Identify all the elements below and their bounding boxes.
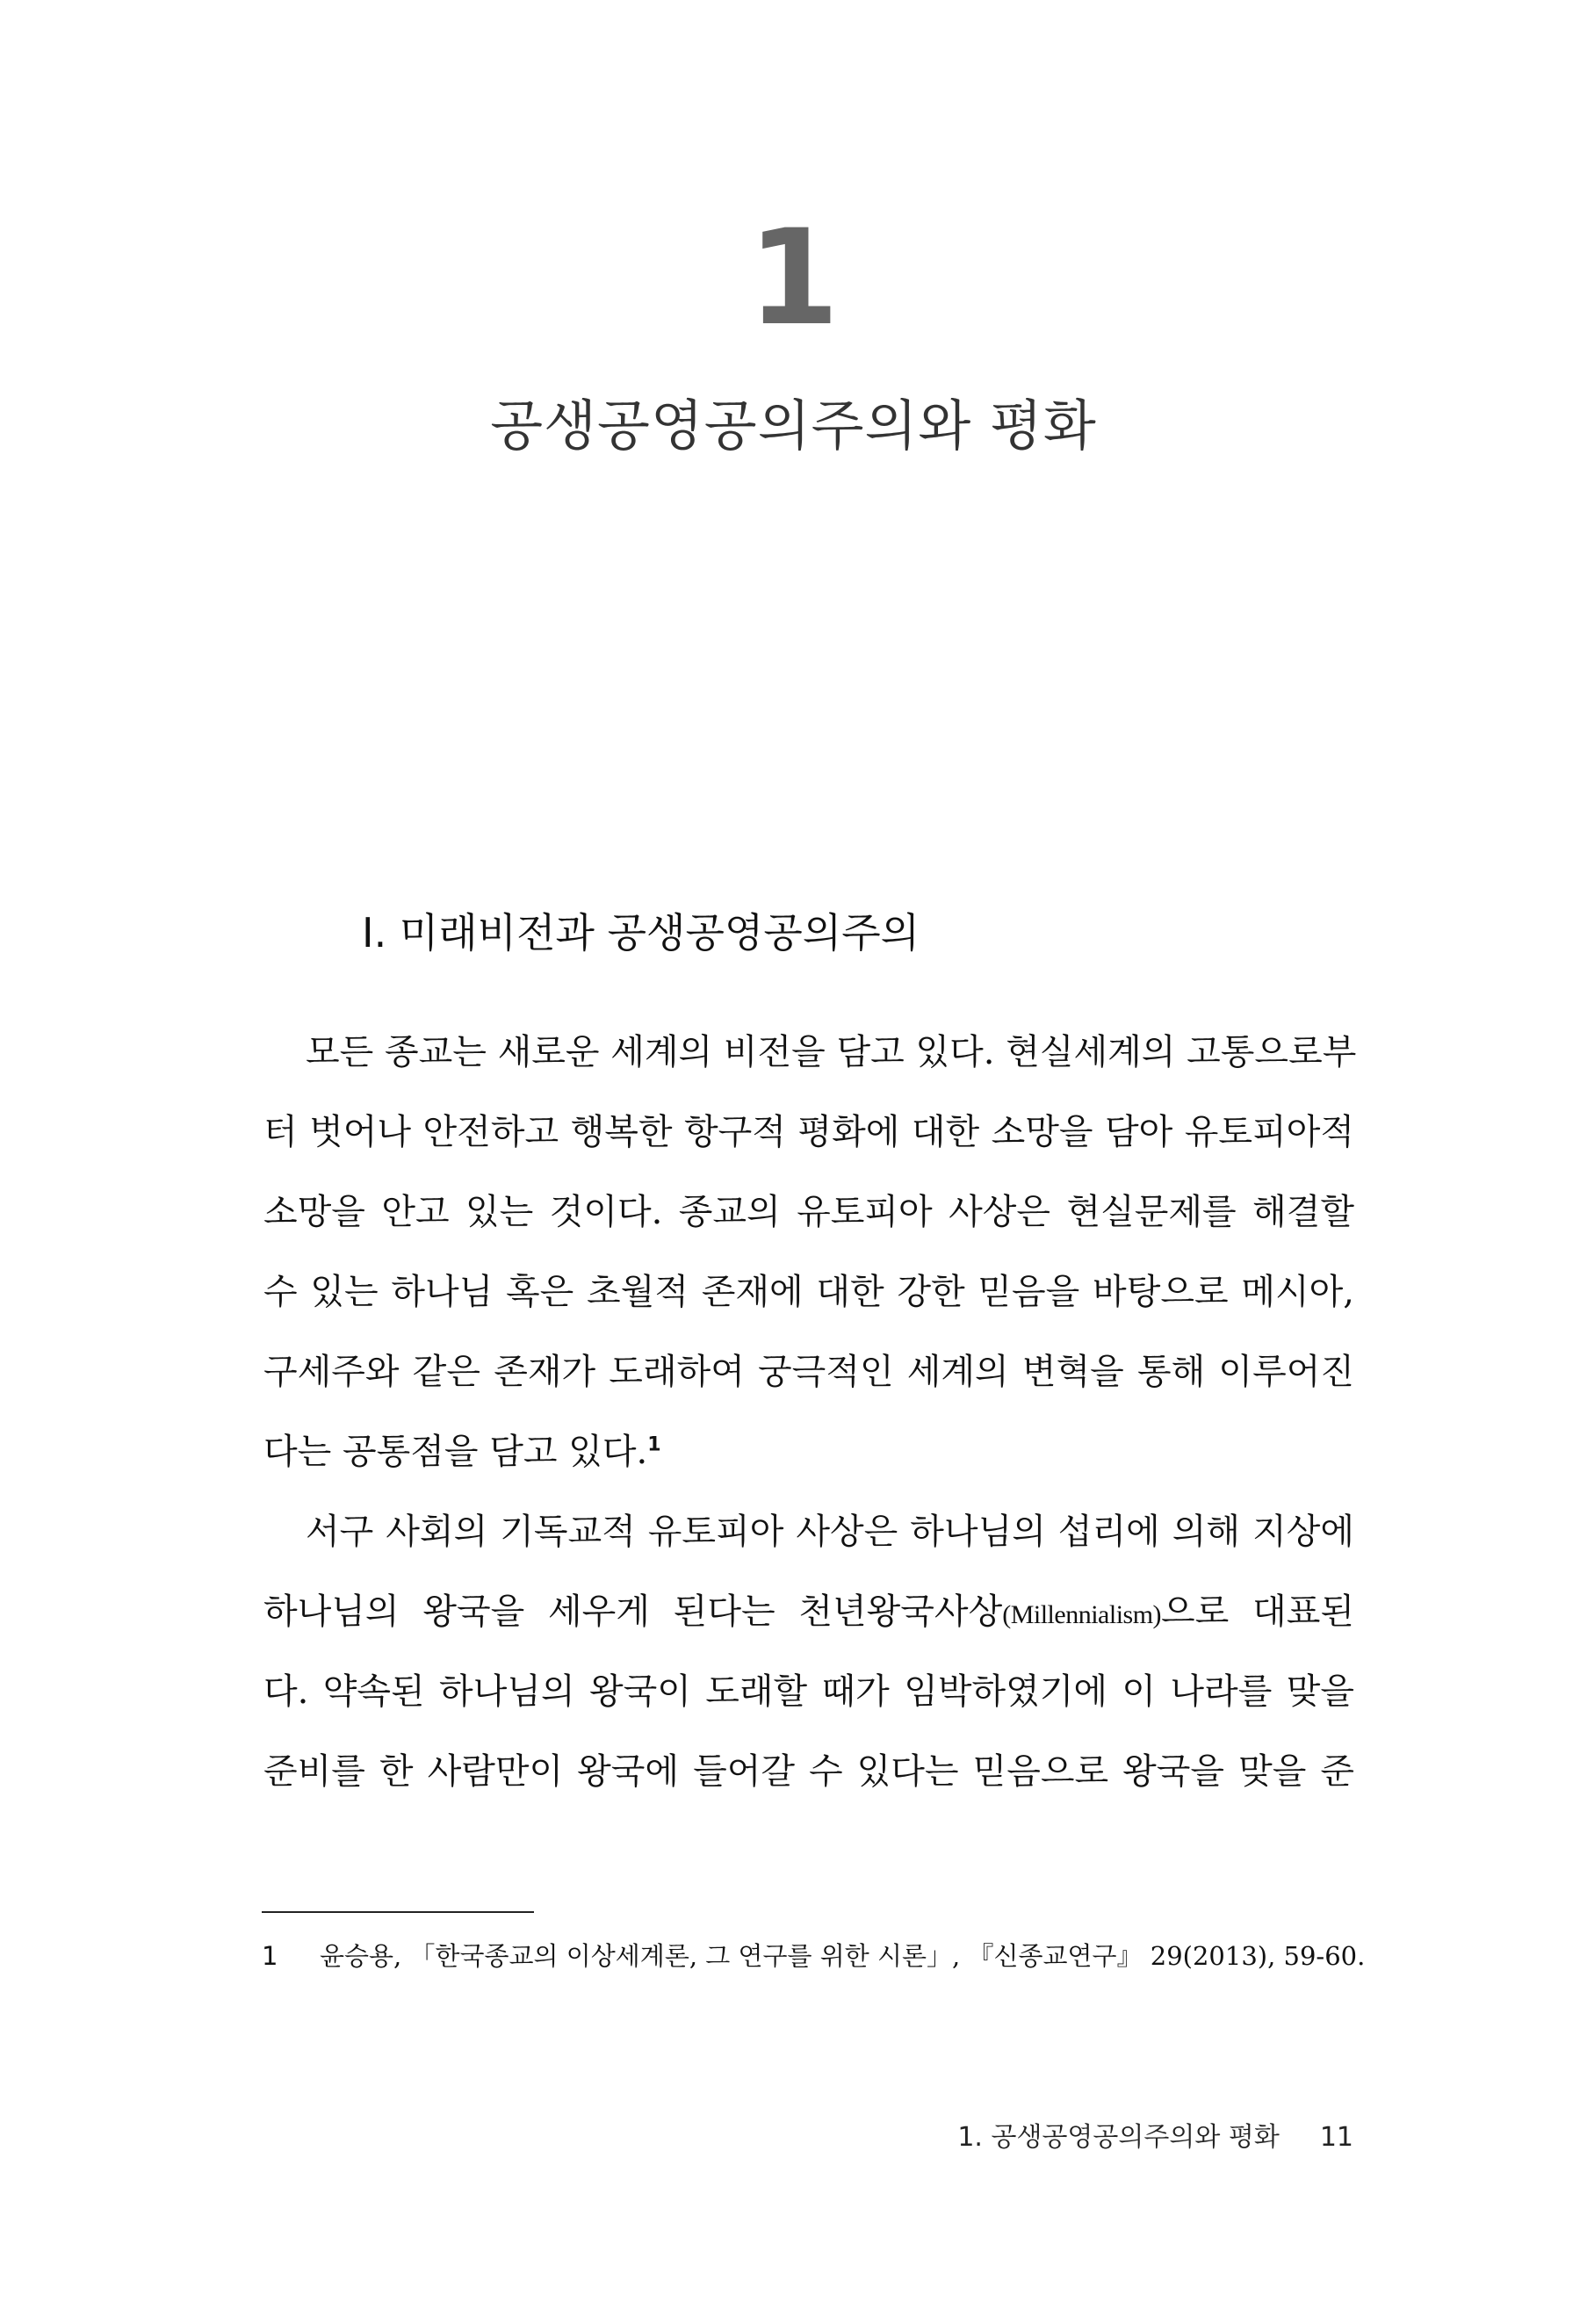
body-line: 다. 약속된 하나님의 왕국이 도래할 때가 임박하였기에 이 나라를 맞을	[263, 1671, 1354, 1712]
body-line-text: 으로 대표된	[1161, 1591, 1354, 1632]
body-line: 구세주와 같은 존재가 도래하여 궁극적인 세계의 변혁을 통해 이루어진	[263, 1352, 1354, 1392]
chapter-number: 1	[747, 202, 840, 355]
body-line	[263, 1412, 1354, 1492]
body-line-text: 하나님의 왕국을 세우게 된다는 천년왕국사상	[263, 1591, 1003, 1632]
body-line: 소망을 안고 있는 것이다. 종교의 유토피아 사상은 현실문제를 해결할	[263, 1192, 1354, 1232]
body-text	[263, 1013, 1357, 1812]
footnote	[262, 1937, 1368, 1975]
running-title: 1. 공생공영공의주의와 평화	[957, 2122, 1280, 2153]
body-line: 준비를 한 사람만이 왕국에 들어갈 수 있다는 믿음으로 왕국을 맞을 준	[263, 1751, 1354, 1792]
body-line: 서구 사회의 기독교적 유토피아 사상은 하나님의 섭리에 의해 지상에	[306, 1512, 1354, 1552]
page-number: 11	[1319, 2122, 1353, 2153]
footnote-divider	[262, 1911, 534, 1913]
chapter-title: 공생공영공의주의와 평화	[490, 393, 1097, 458]
running-footer	[957, 2118, 1353, 2157]
body-line: 수 있는 하나님 혹은 초월적 존재에 대한 강한 믿음을 바탕으로 메시아,	[263, 1272, 1354, 1312]
footnote-reference[interactable]: 1	[647, 1433, 661, 1456]
footnote-number: 1	[262, 1941, 278, 1971]
section-heading: Ⅰ. 미래비전과 공생공영공의주의	[362, 909, 920, 956]
body-line-text: 다는 공통점을 담고 있다.	[263, 1432, 648, 1472]
body-line	[263, 1572, 1354, 1652]
inline-latin-term: (Millennialism)	[1002, 1600, 1162, 1629]
footnote-text: 윤승용, 「한국종교의 이상세계론, 그 연구를 위한 시론」, 『신종교연구』 29(2013), 59-60.	[320, 1941, 1366, 1971]
body-line: 터 벗어나 안전하고 행복한 항구적 평화에 대한 소망을 담아 유토피아적	[263, 1112, 1354, 1152]
body-line: 모든 종교는 새로운 세계의 비전을 담고 있다. 현실세계의 고통으로부	[306, 1032, 1357, 1072]
